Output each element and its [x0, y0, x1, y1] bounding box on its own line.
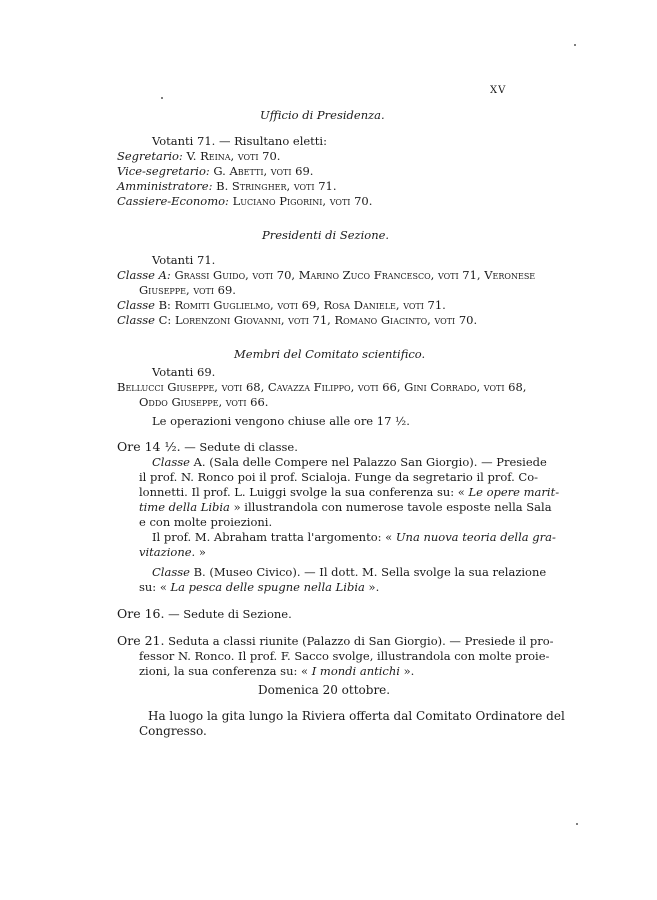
ore14-text: lonnetti. Il prof. L. Luiggi svolge la sua conferenza su: « [139, 485, 465, 499]
ore14-title-italic: Le opere marit- [468, 485, 560, 499]
ore21-title-italic: I mondi antichi [311, 664, 400, 678]
officer-text: V. Reina, voti 70. [186, 149, 281, 163]
classe-a-continuation: Giuseppe, voti 69. [139, 283, 236, 297]
officer-text: G. Abetti, voti 69. [213, 164, 314, 178]
ore21-time: Ore 21. [117, 633, 165, 648]
officer-text: Luciano Pigorini, voti 70. [232, 194, 373, 208]
officer-line [117, 194, 372, 208]
heading-presidenti: Presidenti di Sezione. [262, 228, 390, 242]
ore14-title-italic: La pesca delle spugne nella Libia [170, 580, 365, 594]
ore21-text: Seduta a classi riunite (Palazzo di San Giorgio). — Presiede il pro- [168, 634, 554, 648]
ore16-line [117, 607, 292, 621]
ore14-line-1 [152, 455, 547, 469]
ore14-classe-b-2 [139, 580, 379, 594]
ore14-text: Il prof. M. Abraham tratta l'argomento: « [152, 530, 393, 544]
ore21-line-2: fessor N. Ronco. Il prof. F. Sacco svolge, illustrandola con molte proie- [139, 649, 550, 663]
ore14-classe-b-1 [152, 565, 546, 579]
officer-line [117, 149, 280, 163]
ore14-title-italic: vitazione. [139, 545, 196, 559]
heading-presidenza: Ufficio di Presidenza. [260, 108, 385, 122]
ore16-time: Ore 16. [117, 606, 165, 621]
classe-a-line [117, 268, 535, 282]
classe-b-line [117, 298, 446, 312]
classe-label: Classe [117, 298, 155, 312]
domenica-line-2: Congresso. [139, 724, 207, 738]
ore14-text: B. (Museo Civico). — Il dott. M. Sella svolge la sua relazione [193, 565, 547, 579]
classe-label: Classe [152, 455, 190, 469]
membri-votanti: Votanti 69. [152, 365, 216, 379]
heading-domenica: Domenica 20 ottobre. [258, 683, 391, 697]
ore21-line-3 [139, 664, 414, 678]
ore14-text: » illustrandola con numerose tavole esposte nella Sala [233, 500, 552, 514]
domenica-line-1: Ha luogo la gita lungo la Riviera offerta dal Comitato Ordinatore del [148, 709, 565, 723]
ore14-title: — Sedute di classe. [184, 440, 298, 454]
membri-closing: Le operazioni vengono chiuse alle ore 17 ½. [152, 414, 410, 428]
ore14-line-5: e con molte proiezioni. [139, 515, 273, 529]
classe-label: Classe A: [117, 268, 171, 282]
ore14-text: su: « [139, 580, 167, 594]
ore14-time: Ore 14 ½. [117, 439, 181, 454]
ore14-line-6 [152, 530, 556, 544]
ore14-text: ». [368, 580, 380, 594]
ore14-title-italic: time della Libia [139, 500, 230, 514]
officer-role: Vice-segretario: [117, 164, 210, 178]
print-speck [576, 823, 578, 825]
ore14-line-3 [139, 485, 559, 499]
print-speck [161, 97, 163, 99]
classe-c-line [117, 313, 477, 327]
officer-role: Segretario: [117, 149, 183, 163]
membri-line-2: Oddo Giuseppe, voti 66. [139, 395, 269, 409]
classe-text: B: Romiti Guglielmo, voti 69, Rosa Daniele, voti 71. [158, 298, 446, 312]
membri-line-1: Bellucci Giuseppe, voti 68, Cavazza Filippo, voti 66, Gini Corrado, voti 68, [117, 380, 527, 394]
ore14-text: A. (Sala delle Compere nel Palazzo San Giorgio). — Presiede [193, 455, 547, 469]
ore21-text: ». [403, 664, 415, 678]
heading-membri: Membri del Comitato scientifico. [234, 347, 426, 361]
classe-text: C: Lorenzoni Giovanni, voti 71, Romano Giacinto, voti 70. [158, 313, 478, 327]
officer-line [117, 179, 336, 193]
ore21-line-1 [117, 634, 554, 648]
officer-role: Amministratore: [117, 179, 213, 193]
ore14-line-7 [139, 545, 206, 559]
officer-line [117, 164, 313, 178]
classe-label: Classe [152, 565, 190, 579]
ore14-title-italic: Una nuova teoria della gra- [395, 530, 556, 544]
ore14-text: » [198, 545, 206, 559]
classe-text: Grassi Guido, voti 70, Marino Zuco Francesco, voti 71, Veronese [174, 268, 536, 282]
ore14-line-4 [139, 500, 552, 514]
presidenti-votanti: Votanti 71. [152, 253, 216, 267]
page-number: XV [490, 85, 507, 96]
ore16-text: — Sedute di Sezione. [168, 607, 292, 621]
officer-text: B. Stringher, voti 71. [216, 179, 337, 193]
ore14-line-2: il prof. N. Ronco poi il prof. Scialoja. Funge da segretario il prof. Co- [139, 470, 539, 484]
classe-label: Classe [117, 313, 155, 327]
ore21-text: zioni, la sua conferenza su: « [139, 664, 309, 678]
ore14-title-line [117, 440, 298, 454]
presidenza-votanti: Votanti 71. — Risultano eletti: [152, 134, 327, 148]
print-speck [574, 44, 576, 46]
officer-role: Cassiere-Economo: [117, 194, 229, 208]
